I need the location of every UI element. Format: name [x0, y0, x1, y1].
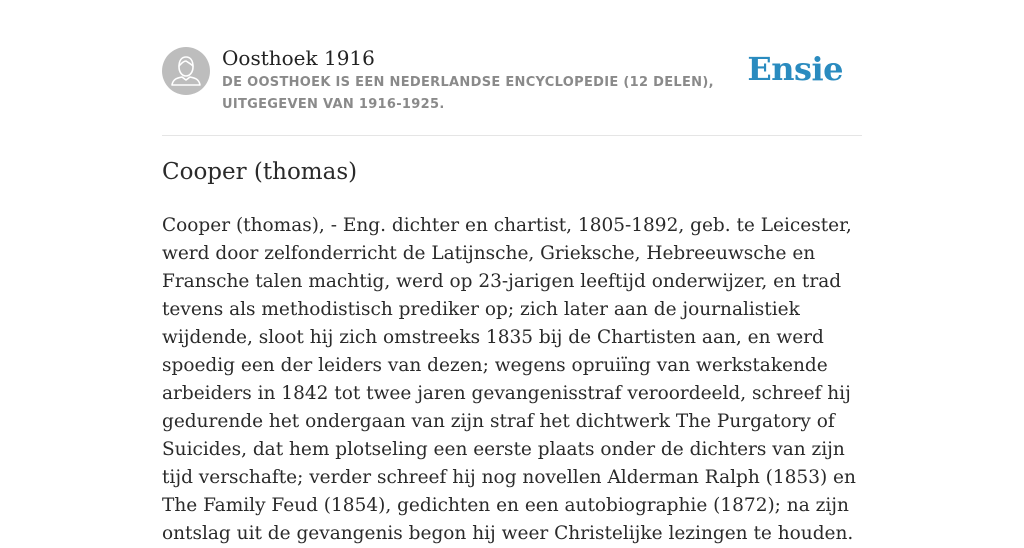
source-name[interactable]: Oosthoek 1916	[222, 46, 375, 70]
avatar[interactable]	[162, 47, 210, 95]
source-description: DE OOSTHOEK IS EEN NEDERLANDSE ENCYCLOPEDIE (12 DELEN), UITGEGEVEN VAN 1916-1925.	[222, 75, 714, 112]
article-title: Cooper (thomas)	[162, 159, 358, 185]
user-silhouette-icon	[162, 47, 210, 95]
article-body: Cooper (thomas), - Eng. dichter en chartist, 1805-1892, geb. te Leicester, werd door zelfonderricht de Latijnsche, Grieksche, Hebreeuwsche en Fransche talen machtig, werd op 23-jarigen leeftijd onderwijzer, en trad tevens als methodistisch prediker op; zich later aan de journalistiek wijdende, sloot hij zich omstreeks 1835 bij de Chartisten aan, en werd spoedig een der leiders van dezen; wegens opruiïng van werkstakende arbeiders in 1842 tot twee jaren gevangenisstraf veroordeeld, schreef hij gedurende het ondergaan van zijn straf het dichtwerk The Purgatory of Suicides, dat hem plotseling een eerste plaats onder de dichters van zijn tijd verschafte; verder schreef hij nog novellen Alderman Ralph (1853) en The Family Feud (1854), gedichten en een autobiographie (1872); na zijn ontslag uit de gevangenis begon hij weer Christelijke lezingen te houden.	[162, 215, 856, 544]
header-divider	[162, 135, 862, 136]
brand-logo[interactable]: Ensie	[747, 50, 843, 88]
source-header	[162, 44, 862, 134]
